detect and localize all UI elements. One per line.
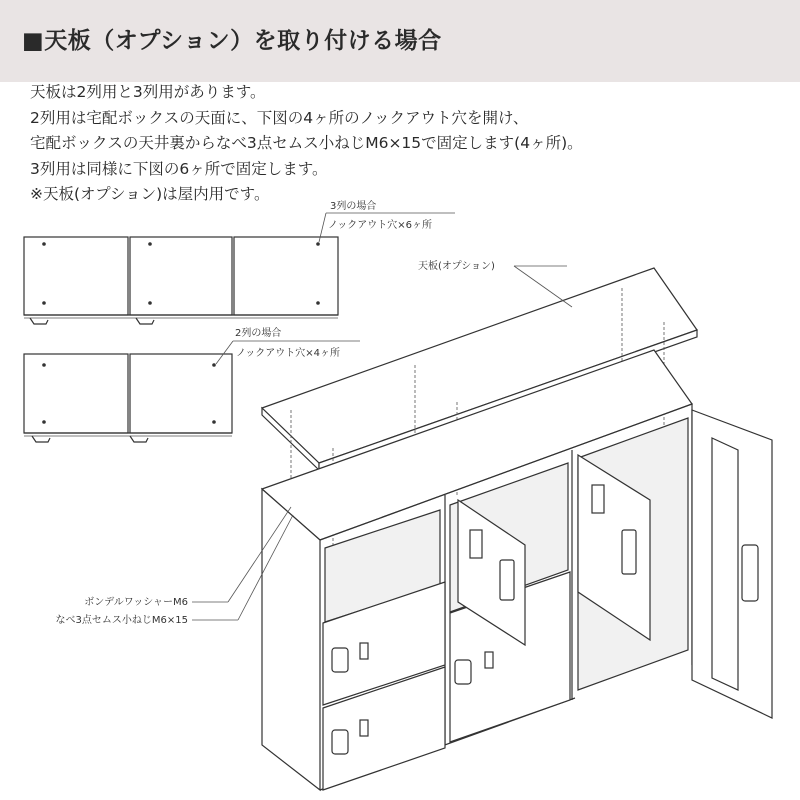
intro-line-3: 宅配ボックスの天井裏からなべ3点セムス小ねじM6×15で固定します(4ヶ所)。 bbox=[30, 134, 583, 152]
washer-label: ボンデルワッシャーM6 bbox=[84, 597, 188, 608]
intro-line-1: 天板は2列用と3列用があります。 bbox=[30, 83, 266, 101]
screw-label: なべ3点セムス小ねじM6×15 bbox=[55, 615, 188, 626]
label-3col-knockouts: ノックアウト穴×6ヶ所 bbox=[328, 220, 433, 231]
label-3col: 3列の場合 bbox=[330, 201, 377, 212]
label-2col-knockouts: ノックアウト穴×4ヶ所 bbox=[236, 348, 341, 359]
intro-line-4: 3列用は同様に下図の6ヶ所で固定します。 bbox=[30, 159, 328, 178]
top-view-3col bbox=[24, 199, 455, 324]
screw-callouts bbox=[56, 507, 293, 626]
intro-line-2: 2列用は宅配ボックスの天面に、下図の4ヶ所のノックアウト穴を開け、 bbox=[30, 108, 529, 127]
page-title: ■天板（オプション）を取り付ける場合 bbox=[22, 28, 442, 54]
intro-line-5: ※天板(オプション)は屋内用です。 bbox=[30, 185, 270, 203]
top-panel-label: 天板(オプション) bbox=[418, 261, 495, 272]
label-2col: 2列の場合 bbox=[235, 328, 282, 339]
